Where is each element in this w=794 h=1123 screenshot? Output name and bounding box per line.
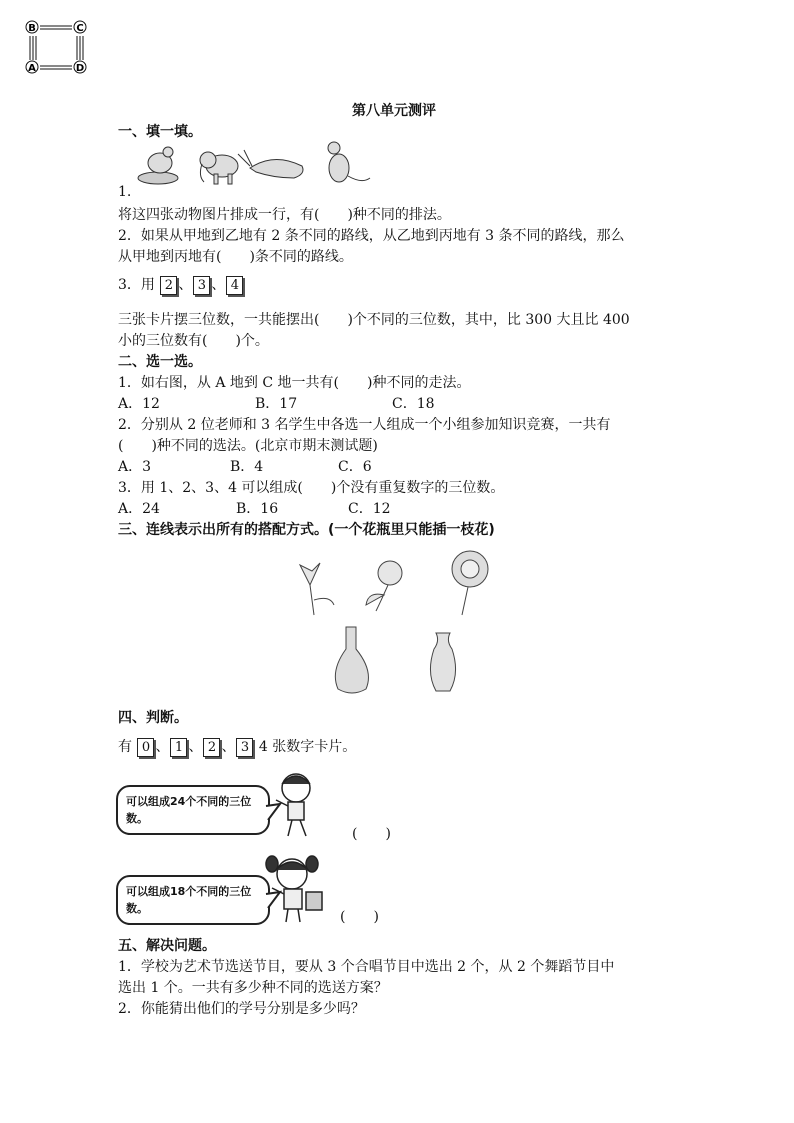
node-b: B [28, 23, 36, 34]
s1-q3-cards-line: 3．用 2 、 3 、 4 [118, 274, 244, 295]
node-d: D [75, 63, 85, 74]
s2-q2-option-c: C．6 [338, 459, 372, 475]
s2-q1: 1．如右图，从 A 地到 C 地一共有( )种不同的走法。 [118, 375, 471, 391]
s5-q1-line1: 1．学校为艺术节选送节目，要从 3 个合唱节目中选出 2 个，从 2 个舞蹈节目中 [118, 959, 615, 975]
bubble2-text: 可以组成18个不同的三位数。 [126, 885, 252, 915]
s5-q2: 2．你能猜出他们的学号分别是多少吗？ [118, 1001, 365, 1017]
judge-paren-2[interactable]: ( ) [340, 909, 379, 925]
s2-q2-line2: ( )种不同的选法。(北京市期末测试题) [118, 438, 378, 454]
s2-q1-option-a: A．12 [118, 396, 160, 412]
s4-cards-suffix: 4 张数字卡片。 [258, 739, 357, 755]
number-card: 3 [193, 276, 210, 295]
number-card: 4 [226, 276, 243, 295]
number-card: 3 [236, 738, 253, 757]
s4-cards-prefix: 有 [118, 739, 132, 755]
s2-q3-option-b: B．16 [236, 501, 279, 517]
section3-heading: 三、连线表示出所有的搭配方式。(一个花瓶里只能插一枝花) [118, 522, 495, 538]
section4-heading: 四、判断。 [118, 710, 188, 726]
node-c: C [76, 23, 84, 34]
s2-q3-option-c: C．12 [348, 501, 391, 517]
s2-q2-line1: 2．分别从 2 位老师和 3 名学生中各选一人组成一个小组参加知识竞赛，一共有 [118, 417, 611, 433]
s1-q1-number: 1. [118, 184, 132, 200]
s1-q2-line2: 从甲地到丙地有( )条不同的路线。 [118, 249, 353, 265]
flowers-and-vases [280, 545, 520, 700]
bubble1-text: 可以组成24个不同的三位数。 [126, 795, 252, 825]
section5-heading: 五、解决问题。 [118, 938, 216, 954]
s2-q1-option-b: B．17 [255, 396, 298, 412]
s2-q3: 3．用 1、2、3、4 可以组成( )个没有重复数字的三位数。 [118, 480, 505, 496]
number-card: 0 [137, 738, 154, 757]
s5-q1-line2: 选出 1 个。一共有多少种不同的选送方案？ [118, 980, 388, 996]
s1-q3-line1: 三张卡片摆三位数，一共能摆出( )个不同的三位数，其中，比 300 大且比 400 [118, 312, 630, 328]
judge-paren-1[interactable]: ( ) [352, 826, 391, 842]
s1-q3-line2: 小的三位数有( )个。 [118, 333, 269, 349]
s2-q1-option-c: C．18 [392, 396, 435, 412]
node-a: A [28, 63, 36, 74]
girl-figure [262, 852, 334, 924]
section1-heading: 一、填一填。 [118, 124, 202, 140]
boy-figure [270, 770, 324, 840]
page-title: 第八单元测评 [352, 103, 436, 119]
s2-q2-option-b: B．4 [230, 459, 264, 475]
s4-cards-line: 有 0 、 1 、 2 、 3 4 张数字卡片。 [118, 739, 357, 755]
number-card: 1 [170, 738, 187, 757]
speech-bubble-2 [116, 875, 270, 925]
number-card: 2 [160, 276, 177, 295]
route-diagram [22, 20, 102, 76]
s2-q3-option-a: A．24 [118, 501, 160, 517]
s1-q3-prefix: 3．用 [118, 277, 155, 293]
s2-q2-option-a: A．3 [118, 459, 152, 475]
section2-heading: 二、选一选。 [118, 354, 202, 370]
animal-pictures [134, 138, 374, 190]
s1-q2-line1: 2．如果从甲地到乙地有 2 条不同的路线，从乙地到丙地有 3 条不同的路线，那么 [118, 228, 625, 244]
s1-q1-text: 将这四张动物图片排成一行，有( )种不同的排法。 [118, 207, 451, 223]
number-card: 2 [203, 738, 220, 757]
speech-bubble-1 [116, 785, 270, 835]
